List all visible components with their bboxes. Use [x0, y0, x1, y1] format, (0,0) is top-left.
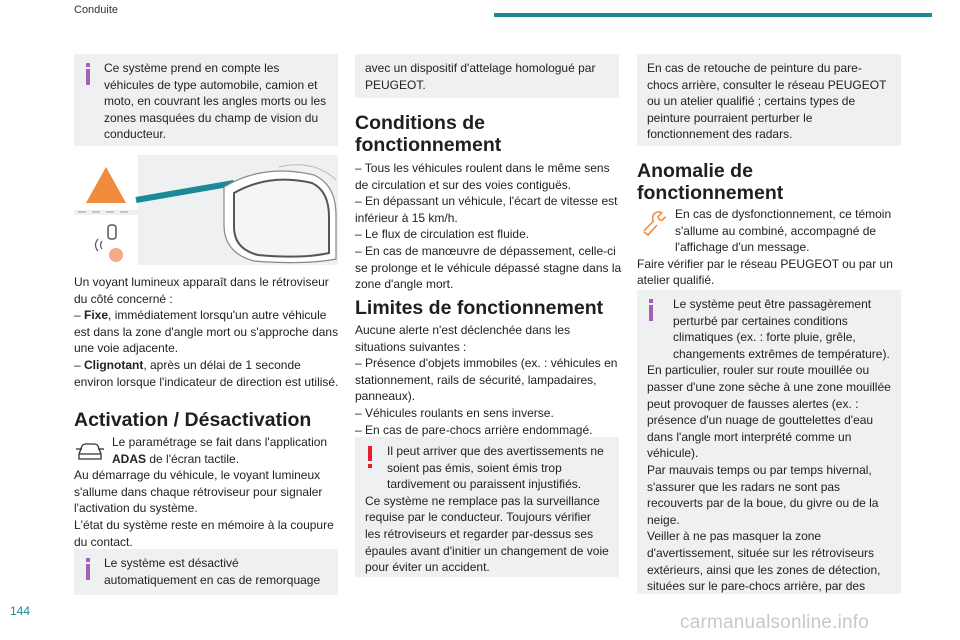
limit-item: – Présence d'objets immobiles (ex. : véhicules en stationnement, rails de sécurité, lampadaires, panneaux). — [355, 356, 618, 404]
activation-line1: Le paramétrage se fait dans l'application — [112, 435, 328, 449]
info-box-paint-text: En cas de retouche de peinture du pare-chocs arrière, consulter le réseau PEUGEOT ou un atelier qualifié ; certains types de peinture pourraient perturber le fonctionnement des radars. — [647, 61, 887, 142]
anomalie-text — [637, 206, 905, 289]
heading-activation: Activation / Désactivation — [74, 409, 312, 431]
info-box-towing-text: Le système est désactivé automatiquement en cas de remorquage — [104, 556, 321, 587]
anomalie-p1: En cas de dysfonctionnement, ce témoin s'allume au combiné, accompagné de l'affichage d'un message. — [675, 207, 892, 255]
warning-text: Il peut arriver que des avertissements ne soient pas émis, soient émis trop tardivement ou paraissent injustifiés. — [387, 444, 604, 492]
info-icon — [647, 299, 655, 321]
clign-label: Clignotant — [84, 357, 144, 372]
activation-startup: Au démarrage du véhicule, le voyant lumineux s'allume dans chaque rétroviseur pour signaler l'activation du système. — [74, 468, 323, 516]
condition-item: – Le flux de circulation est fluide. — [355, 227, 530, 242]
limit-item: – Véhicules roulants en sens inverse. — [355, 405, 554, 420]
clign-text: , après un délai de 1 seconde environ lorsque l'indicateur de direction est utilisé. — [74, 357, 339, 389]
watermark: carmanualsonline.info — [680, 612, 870, 633]
fixe-label: Fixe — [84, 308, 109, 323]
warning-text-2: Ce système ne remplace pas la surveillance requise par le conducteur. Toujours vérifier les rétroviseurs et regarder par-dessus ses épaules avant d'initier un changement de voie pour éviter un accident. — [365, 493, 609, 575]
weather-p3: Par mauvais temps ou par temps hivernal, s'assurer que les radars ne sont pas recouverts par de la boue, du givre ou de la neige. — [647, 462, 879, 527]
conditions-list — [355, 160, 623, 293]
activation-line2: de l'écran tactile. — [146, 451, 240, 466]
info-box-weather — [637, 290, 901, 594]
heading-anomalie: Anomalie de fonctionnement — [637, 160, 784, 204]
section-title: Conduite — [74, 4, 119, 16]
weather-p2: En particulier, rouler sur route mouillée ou passer d'une zone sèche à une zone mouillée peut provoquer de fausses alertes (ex. : présence d'un nuage de gouttelettes d'eau dans l'angle mort interprété comme un véhicule). — [647, 363, 891, 461]
adas-label: ADAS — [112, 451, 147, 466]
heading-limites: Limites de fonctionnement — [355, 297, 604, 319]
weather-lead: Le système peut être passagèrement perturbé par certaines conditions climatiques (ex. : forte pluie, grêle, changements extrêmes de température). — [673, 297, 890, 361]
limites-list — [355, 322, 623, 438]
header-accent-bar — [494, 13, 932, 17]
activation-memory: L'état du système reste en mémoire à la coupure du contact. — [74, 517, 334, 549]
fixe-text: , immédiatement lorsqu'un autre véhicule est dans la zone d'angle mort ou s'approche dans une voie adjacente. — [74, 308, 339, 356]
condition-item: – En cas de manœuvre de dépassement, celle-ci se prolonge et le véhicule dépassé stagne dans la zone d'angle mort. — [355, 243, 622, 292]
mirror-description: Un voyant lumineux apparaît dans le rétroviseur du côté concerné : – Fixe, immédiatement lorsqu'un autre véhicule est dans la zone d'angle mort ou s'approche dans une voie adjacente. – Clignotant, après un délai de 1 seconde environ lorsque l'indicateur de direction est utilisé. — [74, 274, 342, 390]
limites-intro: Aucune alerte n'est déclenchée dans les situations suivantes : — [355, 323, 571, 354]
weather-p4: Veiller à ne pas masquer la zone d'avertissement, située sur les rétroviseurs extérieurs, ainsi que les zones de détection, situées sur le pare-chocs arrière, par des — [647, 529, 881, 594]
mirror-illustration — [74, 155, 338, 265]
page-number: 144 — [10, 604, 31, 618]
info-box-paint — [637, 54, 901, 146]
info-icon — [84, 63, 92, 85]
activation-text — [74, 434, 342, 550]
warning-box — [355, 437, 619, 577]
condition-item: – En dépassant un véhicule, l'écart de vitesse est inférieur à 15 km/h. — [355, 194, 618, 225]
limit-item: – En cas de pare-chocs arrière endommagé. — [355, 422, 593, 437]
mirror-intro: Un voyant lumineux apparaît dans le rétroviseur du côté concerné : — [74, 275, 329, 306]
condition-item: – Tous les véhicules roulent dans le même sens de circulation et sur des voies contiguës. — [355, 161, 610, 192]
info-box-continued — [355, 54, 619, 98]
info-box-towing — [74, 549, 338, 595]
exclamation-icon — [365, 446, 375, 468]
info-box-text: Ce système prend en compte les véhicules de type automobile, camion et moto, en couvrant les angles morts ou les zones masquées du champ de vision du conducteur. — [104, 61, 327, 142]
info-icon — [84, 558, 92, 580]
anomalie-p2: Faire vérifier par le réseau PEUGEOT ou par un atelier qualifié. — [637, 256, 893, 288]
heading-conditions: Conditions de fonctionnement — [355, 112, 502, 156]
info-box-continued-text: avec un dispositif d'attelage homologué par PEUGEOT. — [365, 61, 596, 92]
info-box-vehicles — [74, 54, 338, 146]
